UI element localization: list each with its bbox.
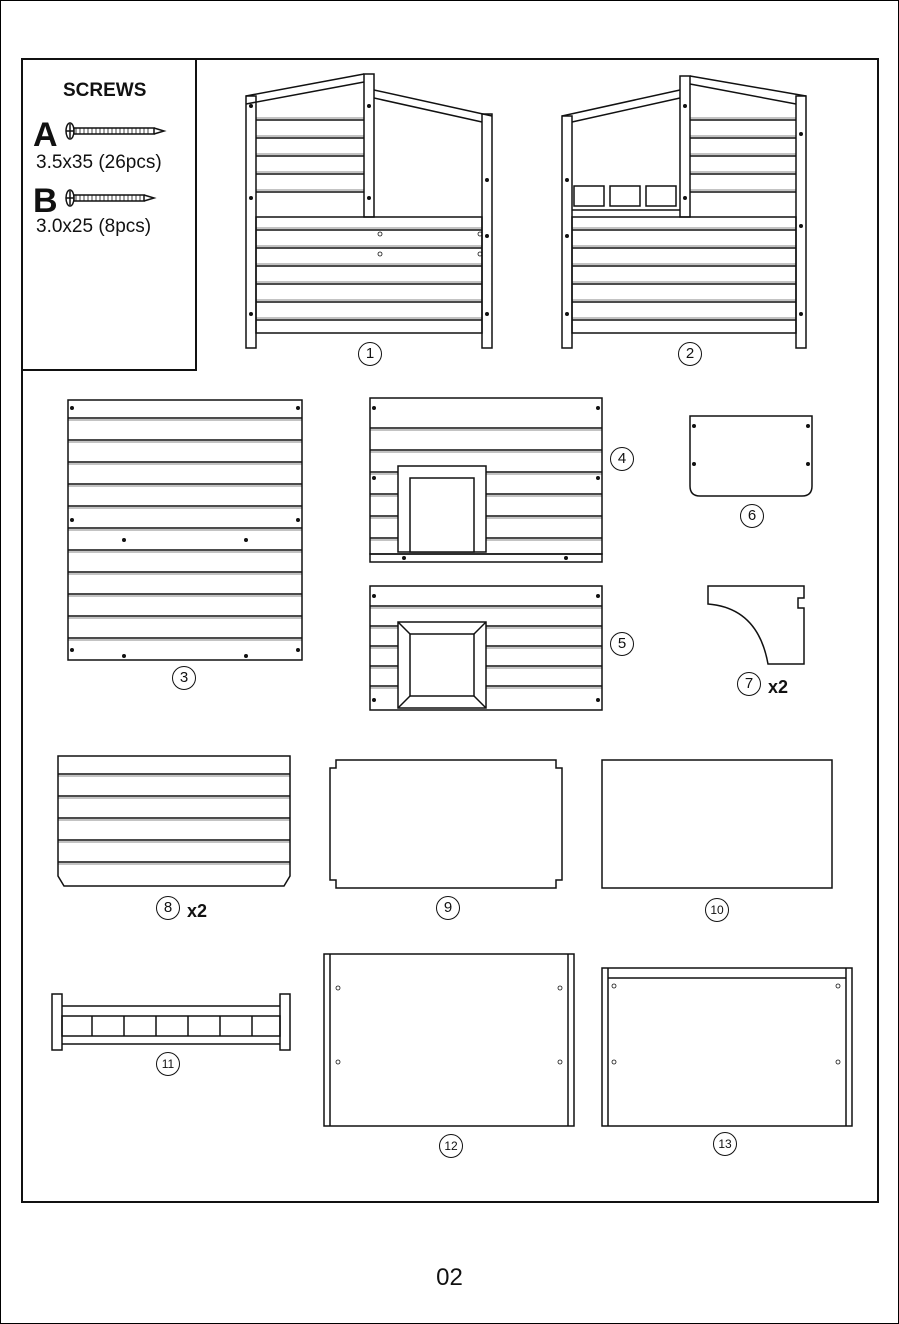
part-label-9: 9	[436, 896, 460, 920]
part-8-roof-panel	[58, 756, 290, 886]
part-label-8: 8	[156, 896, 180, 920]
part-7-quantity: x2	[768, 677, 789, 697]
part-13-panel	[602, 968, 852, 1126]
part-label-1: 1	[358, 342, 382, 366]
part-label-10: 10	[705, 898, 729, 922]
part-3-back-panel	[68, 400, 302, 660]
screw-hole-markers	[70, 104, 810, 702]
part-10-board	[602, 760, 832, 888]
part-11-rail	[52, 994, 290, 1050]
part-label-13: 13	[713, 1132, 737, 1156]
part-4-front-panel-door	[370, 398, 602, 562]
part-1-side-panel-left	[246, 74, 492, 348]
part-2-side-panel-right	[562, 76, 806, 348]
screws-title: SCREWS	[63, 80, 147, 101]
part-label-11: 11	[156, 1052, 180, 1076]
part-label-4: 4	[610, 447, 634, 471]
screw-b-icon	[66, 190, 154, 206]
part-5-front-panel-window	[370, 586, 602, 710]
screw-a-letter: A	[33, 116, 58, 154]
part-label-2: 2	[678, 342, 702, 366]
screw-b-letter: B	[33, 182, 58, 220]
part-7-bracket	[708, 586, 804, 664]
screw-b-spec: 3.0x25 (8pcs)	[36, 216, 152, 237]
part-8-quantity: x2	[187, 901, 208, 921]
part-label-6: 6	[740, 504, 764, 528]
part-label-3: 3	[172, 666, 196, 690]
part-12-panel	[324, 954, 574, 1126]
page-number: 02	[436, 1264, 463, 1291]
part-label-7: 7	[737, 672, 761, 696]
part-9-board	[330, 760, 562, 888]
part-6-panel	[690, 416, 812, 496]
screw-a-spec: 3.5x35 (26pcs)	[36, 152, 162, 173]
part-label-12: 12	[439, 1134, 463, 1158]
screw-a-icon	[66, 123, 164, 139]
part-label-5: 5	[610, 632, 634, 656]
